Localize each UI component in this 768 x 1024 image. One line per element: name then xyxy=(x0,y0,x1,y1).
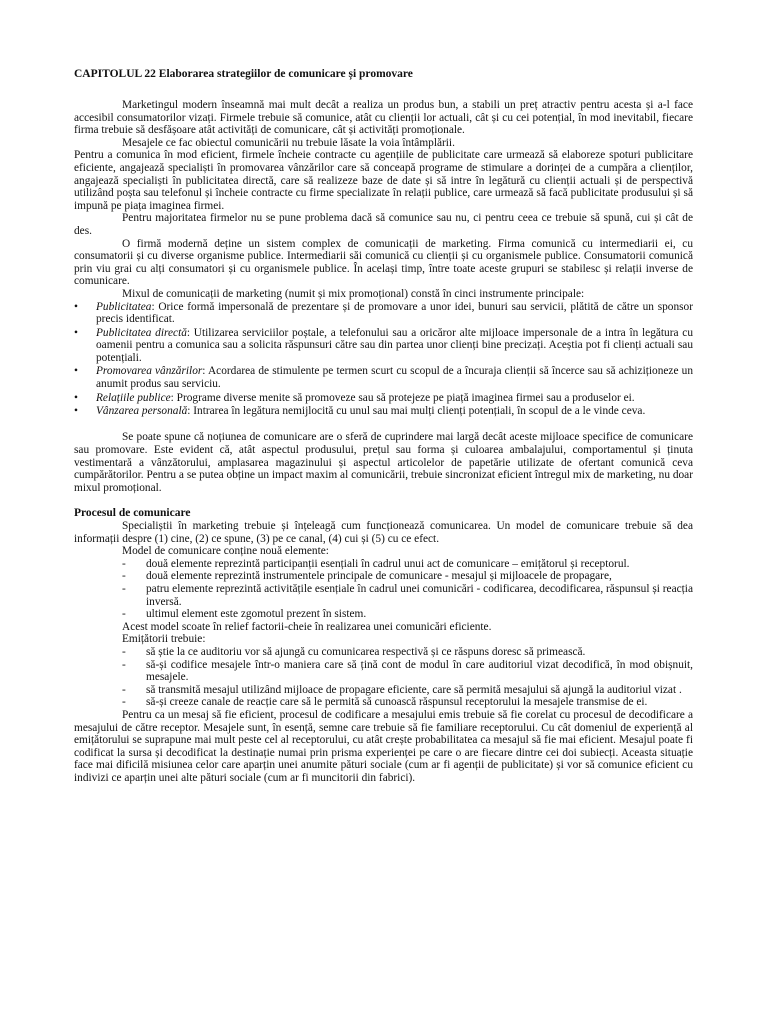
bullet-icon: • xyxy=(74,405,78,418)
intro-paragraph-2: Mesajele ce fac obiectul comunicării nu trebuie lăsate la voia întâmplării. xyxy=(122,136,455,149)
list-item xyxy=(122,583,693,608)
dash-icon: - xyxy=(122,683,126,696)
dash-icon: - xyxy=(122,645,126,658)
instruments-list xyxy=(74,301,693,418)
instrument-text: : Orice formă impersonală de prezentare și de promovare a unor idei, bunuri sau servicii, plătită de către un sponsor precis identificat. xyxy=(96,300,693,326)
dash-icon: - xyxy=(122,608,126,621)
model-outro: Acest model scoate în relief factorii-cheie în realizarea unei comunicări eficiente. xyxy=(122,620,492,633)
dash-icon: - xyxy=(122,582,126,595)
instrument-text: : Intrarea în legătura nemijlocită cu unul sau mai mulți clienți potențiali, în scopul de a le vinde ceva. xyxy=(187,405,646,418)
list-item-text: patru elemente reprezintă activitățile esențiale în cadrul unei comunicări - codificarea, decodificarea, răspunsul și reacția inversă. xyxy=(146,582,693,608)
list-item xyxy=(74,365,693,390)
instrument-text: : Utilizarea serviciilor poștale, a telefonului sau a oricăror alte mijloace impersonale de a intra în legătura cu oamenii pentru a comunica sau a solicita răspunsuri către sau din partea unor clienți bine precizați. Aceștia pot fi clienți actuali sau potențiali. xyxy=(96,326,693,364)
list-item-text: ultimul element este zgomotul prezent în sistem. xyxy=(146,608,367,621)
intro-paragraph-5: O firmă modernă deține un sistem complex de comunicații de marketing. Firma comunică cu intermediarii ei, cu consumatorii și cu diverse organisme publice. Intermediarii săi comunică cu clienții și cu organismele publice. Consumatorii comunică prin viu grai cu alți consumatori și cu organismele publice. În același timp, între toate aceste grupuri se stabilesc și relații inverse de comunicare. xyxy=(74,237,693,288)
instrument-name: Publicitatea directă xyxy=(96,326,187,339)
instrument-text: : Acordarea de stimulente pe termen scurt cu scopul de a încuraja clienții să încerce sau să achiziționeze un anumit produs sau serviciu. xyxy=(96,365,693,391)
list-item-text: să transmită mesajul utilizând mijloace de propagare eficiente, care să permită mesajului să ajungă la auditoriul vizat . xyxy=(146,683,682,696)
chapter-title: CAPITOLUL 22 Elaborarea strategiilor de comunicare și promovare xyxy=(74,68,413,80)
list-item xyxy=(122,696,693,709)
list-item xyxy=(74,327,693,365)
emitters-intro: Emițătorii trebuie: xyxy=(122,633,206,646)
list-item xyxy=(74,392,693,405)
list-item xyxy=(74,301,693,326)
list-item-text: să știe la ce auditoriu vor să ajungă cu comunicarea respectivă și ce răspuns doresc să primească. xyxy=(146,645,586,658)
list-item xyxy=(74,405,693,418)
list-item xyxy=(122,558,693,571)
intro-paragraph-1: Marketingul modern înseamnă mai mult decât a realiza un produs bun, a stabili un preț atractiv pentru acesta și a-l face accesibil consumatorilor vizați. Firmele trebuie să comunice, atât cu clienții lor actuali, cât și cu cei potențial, în mod inevitabil, fiecare firma trebuie să desfășoare atât activități de comunicare, cât și activități promoționale. xyxy=(74,99,693,137)
instrument-text: : Programe diverse menite să promoveze sau să protejeze pe piață imaginea firmei sau a produselor ei. xyxy=(170,391,635,404)
bullet-icon: • xyxy=(74,300,78,313)
dash-icon: - xyxy=(122,658,126,671)
dash-icon: - xyxy=(122,696,126,709)
instrument-name: Promovarea vânzărilor xyxy=(96,365,203,378)
instrument-name: Vânzarea personală xyxy=(96,405,188,418)
dash-icon: - xyxy=(122,557,126,570)
list-item-text: două elemente reprezintă instrumentele principale de comunicare - mesajul și mijloacele de propagare, xyxy=(146,570,612,583)
list-item xyxy=(122,646,693,659)
bullet-icon: • xyxy=(74,365,78,378)
list-item-text: două elemente reprezintă participanții esențiali în cadrul unui act de comunicare – emițătorul și receptorul. xyxy=(146,557,630,570)
closing-paragraph: Pentru ca un mesaj să fie eficient, procesul de codificare a mesajului emis trebuie să fie corelat cu procesul de decodificare a mesajului de către receptor. Mesajele sunt, în esență, semne care trebuie să fie familiare receptorului. Cu cât domeniul de experiență al emițătorului se suprapune mai mult peste cel al receptorului, cu atât crește probabilitatea ca mesajul să fie mai eficient. Mesajul poate fi codificat la sursa și decodificat la destinație numai prin prisma experienței pe care o are fiecare dintre cei doi subiecți. Aceasta situație face mai dificilă misiunea celor care aparțin unei anumite pături sociale (cum ar fi agenții de publicitate) și vor să comunice eficient cu indivizi ce aparțin unei alte pături sociale (cum ar fi muncitorii din fabrici). xyxy=(74,708,693,784)
document-page xyxy=(74,68,693,784)
summary-paragraph: Se poate spune că noțiunea de comunicare are o sferă de cuprindere mai largă decât aceste mijloace specifice de comunicare sau promovare. Este evident că, atât aspectul produsului, prețul sau forma și culoarea ambalajului, comportamentul și ținuta vestimentară a vânzătorului, amplasarea magazinului și aspectul articolelor de papetărie utilizate de ofertant comunică ceva cumpărătorilor. Pentru a se putea obține un impact maxim al comunicării, trebuie sincronizat eficient întregul mix de marketing, nu doar mixul promoțional. xyxy=(74,431,693,494)
list-item-text: să-și creeze canale de reacție care să le permită să cunoască răspunsul receptorului la mesajele transmise de ei. xyxy=(146,696,648,709)
instrument-name: Publicitatea xyxy=(96,300,152,313)
model-elements-list xyxy=(74,558,693,621)
instrument-name: Relațiile publice xyxy=(96,391,171,404)
bullet-icon: • xyxy=(74,391,78,404)
list-item xyxy=(122,570,693,583)
intro-paragraph-4: Pentru majoritatea firmelor nu se pune problema dacă să comunice sau nu, ci pentru ceea ce trebuie să spună, cui și cât de des. xyxy=(74,212,693,237)
dash-icon: - xyxy=(122,570,126,583)
intro-paragraph-6: Mixul de comunicații de marketing (numit și mix promoțional) constă în cinci instrumente principale: xyxy=(122,287,585,300)
bullet-icon: • xyxy=(74,326,78,339)
model-intro: Model de comunicare conține nouă elemente: xyxy=(122,545,329,558)
list-item xyxy=(122,684,693,697)
list-item xyxy=(122,659,693,684)
list-item-text: să-și codifice mesajele într-o maniera care să țină cont de modul în care auditoriul vizat decodifică, în mod obișnuit, mesajele. xyxy=(146,658,693,684)
intro-paragraph-3: Pentru a comunica în mod eficient, firmele încheie contracte cu agențiile de publicitate care urmează să elaboreze spoturi publicitare eficiente, angajează specialiști în promovarea vânzărilor care să conceapă programe de stimulare a dorinței de a cumpăra a clienților, angajează specialiști în publicitatea directă, care să realizeze baze de date și să intre în legătură cu clienții actuali și de perspectivă utilizând poșta sau telefonul și încheie contracte cu firme specializate în relații publice, care urmează să facă publicitate produsului și să impună pe piața imaginea firmei. xyxy=(74,149,693,212)
section-paragraph-1: Specialiștii în marketing trebuie și înțeleagă cum funcționează comunicarea. Un model de comunicare trebuie să dea informații despre (1) cine, (2) ce spune, (3) pe ce canal, (4) cui și (5) cu ce efect. xyxy=(74,520,693,545)
emitters-list xyxy=(74,646,693,709)
list-item xyxy=(122,608,693,621)
section-heading: Procesul de comunicare xyxy=(74,507,191,519)
